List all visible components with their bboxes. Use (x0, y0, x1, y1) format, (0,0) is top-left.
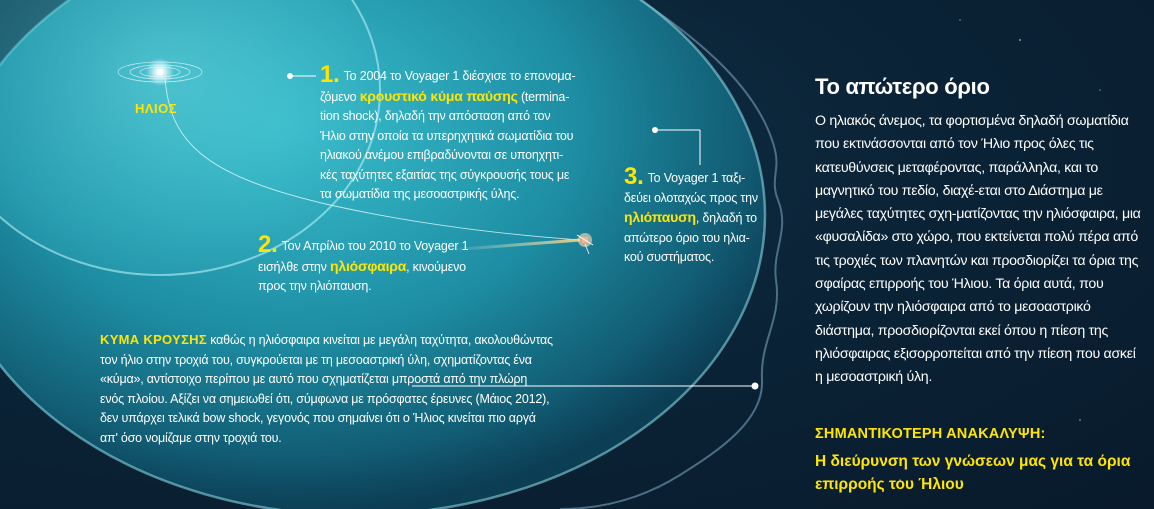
note-1-line: κές ταχύτητες εξαιτίας της σύγκρουσής τους με (320, 167, 570, 182)
note-1-line: ηλιακού ανέμου επιβραδύνονται σε υποηχητι- (320, 148, 563, 162)
shock-line: δεν υπάρχει τελικά bow shock, γεγονός που σημαίνει ότι ο Ήλιος κινείται πιο αργά (100, 411, 536, 425)
sun-label: ΗΛΙΟΣ (135, 101, 178, 116)
note-3-line: Το Voyager 1 ταξι- (647, 171, 746, 185)
note-2-line: , κινούμενο (406, 259, 466, 274)
note-1-line: Ήλιο στην οποία τα υπερηχητικά σωματίδια του (320, 128, 574, 143)
note-2-number: 2. (258, 231, 278, 258)
discovery-text: Η διεύρυνση των γνώσεων μας για τα όρια επιρροής του Ήλιου (815, 453, 1131, 493)
note-1-line: (termina- (517, 89, 570, 104)
note-3-highlight: ηλιόπαυση (624, 209, 696, 225)
note-2-highlight: ηλιόσφαιρα (330, 257, 407, 274)
note-2-line: εισήλθε στην (258, 259, 330, 274)
note-2 (258, 231, 518, 297)
shock-caption: ΚΥΜΑ ΚΡΟΥΣΗΣ (100, 332, 207, 347)
note-1-highlight: κρουστικό κύμα παύσης (359, 87, 518, 104)
shock-line: απ' όσο νομίζαμε στην τροχιά του. (100, 430, 282, 445)
note-3-line: δεύει ολοταχώς προς την (624, 190, 758, 205)
note-3 (624, 163, 784, 268)
shock-line: ενός πλοίου. Αξίζει να σημειωθεί ότι, σύμφωνα με πρόσφατες έρευνες (Μάιος 2012), (100, 391, 550, 406)
shock-line: τον ήλιο στην τροχιά του, συγκρούεται με τη μεσοαστρική ύλη, σχηματίζοντας ένα (100, 352, 532, 367)
note-1 (320, 61, 620, 205)
note-3-line: , δηλαδή το (695, 211, 757, 225)
note-2-line: προς την ηλιόπαυση. (258, 279, 372, 293)
note-1-number: 1. (320, 61, 340, 88)
shock-note (100, 330, 620, 448)
sidebar-title: Το απώτερο όριο (815, 74, 990, 99)
note-1-line: ζόμενο (320, 89, 360, 104)
note-1-line: Το 2004 το Voyager 1 διέσχισε το επονομα- (343, 69, 576, 83)
note-3-line: απώτερο όριο του ηλια- (624, 230, 750, 245)
discovery-label: ΣΗΜΑΝΤΙΚΟΤΕΡΗ ΑΝΑΚΑΛΥΨΗ: (815, 426, 1046, 442)
note-3-number: 3. (624, 163, 644, 190)
note-2-line: Τον Απρίλιο του 2010 το Voyager 1 (281, 239, 469, 253)
note-3-line: κού συστήματος. (624, 250, 715, 264)
shock-line: καθώς η ηλιόσφαιρα κινείται με μεγάλη ταχύτητα, ακολουθώντας (206, 333, 553, 347)
sidebar-body: Ο ηλιακός άνεμος, τα φορτισμένα δηλαδή σωματίδια που εκτινάσσονται από τον Ήλιο προς όλες τις κατευθύνσεις μεταφέροντας, παράλληλα, και το μαγνητικό του πεδίο, διαχέ-εται στο Διάστημα με μεγάλες ταχύτητες σχη-ματίζοντας την ηλιόσφαιρα, μια «φυσαλίδα» στο χώρο, που εκτείνεται πολύ πέρα από τις τροχιές των πλανητών και προσδιορίζει τα όρια της σφαίρας επιρροής του Ήλιου. Τα όρια αυτά, που χωρίζουν την ηλιόσφαιρα από το μεσοαστρικό διάστημα, προσδιορίζονται εκεί όπου η πίεση της ηλιόσφαιρας εξισορροπείται από την πίεση που ασκεί η μεσοαστρική ύλη. (815, 113, 1141, 386)
shock-line: «κύμα», αντίστοιχο περίπου με αυτό που σχηματίζεται μπροστά από την πλώρη (100, 372, 528, 386)
note-1-line: tion shock), δηλαδή την απόσταση από τον (320, 109, 551, 123)
note-1-line: τα σωματίδια της μεσοαστρικής ύλης. (320, 187, 520, 201)
